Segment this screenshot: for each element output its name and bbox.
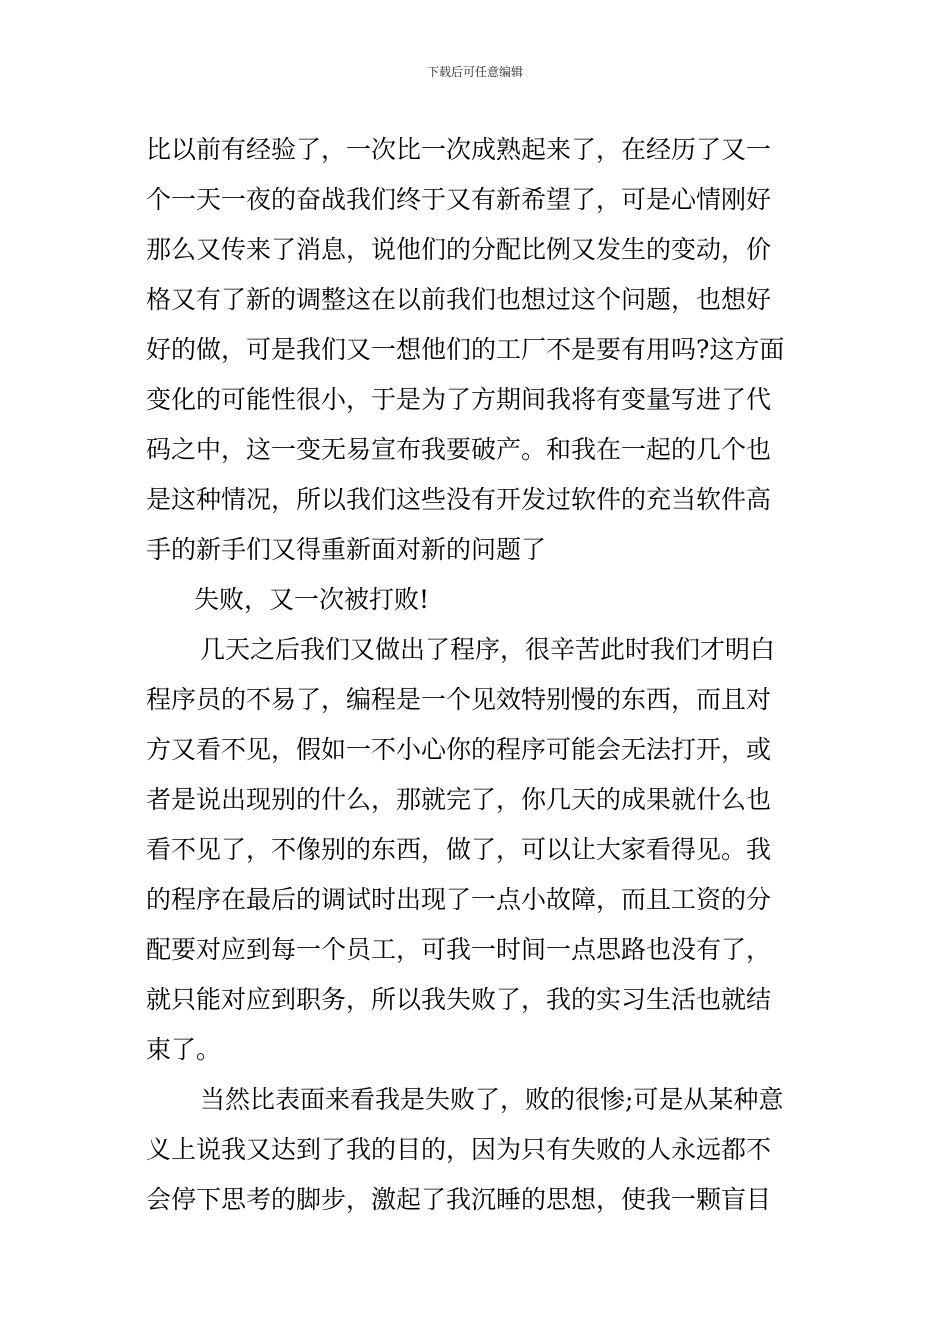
document-body [146, 125, 806, 1225]
text-line: 束了。 [146, 1035, 222, 1064]
text-line: 那么又传来了消息，说他们的分配比例又发生的变动，价 [146, 235, 772, 264]
text-line: 方又看不见，假如一不小心你的程序可能会无法打开，或 [146, 735, 772, 764]
text-line: 手的新手们又得重新面对新的问题了 [146, 535, 547, 564]
paragraph-first-line: 当然比表面来看我是失败了，败的很惨;可是从某种意 [200, 1085, 784, 1114]
text-line: 比以前有经验了，一次比一次成熟起来了，在经历了又一 [146, 135, 772, 164]
paragraph-first-line: 几天之后我们又做出了程序，很辛苦此时我们才明白 [200, 635, 776, 664]
text-line: 就只能对应到职务，所以我失败了，我的实习生活也就结 [146, 985, 772, 1014]
text-line: 程序员的不易了，编程是一个见效特别慢的东西，而且对 [146, 685, 772, 714]
text-line: 是这种情况，所以我们这些没有开发过软件的充当软件高 [146, 485, 772, 514]
text-line: 格又有了新的调整这在以前我们也想过这个问题，也想好 [146, 285, 772, 314]
text-line: 好的做，可是我们又一想他们的工厂不是要有用吗?这方面 [146, 335, 785, 364]
text-line: 看不见了，不像别的东西，做了，可以让大家看得见。我 [146, 835, 772, 864]
text-line: 个一天一夜的奋战我们终于又有新希望了，可是心情刚好 [146, 185, 772, 214]
text-line: 变化的可能性很小，于是为了方期间我将有变量写进了代 [146, 385, 772, 414]
page-header: 下载后可任意编辑 [426, 65, 523, 79]
text-line: 者是说出现别的什么，那就完了，你几天的成果就什么也 [146, 785, 772, 814]
text-line: 的程序在最后的调试时出现了一点小故障，而且工资的分 [146, 885, 772, 914]
paragraph-heading: 失败，又一次被打败! [194, 585, 430, 614]
text-line: 码之中，这一变无易宣布我要破产。和我在一起的几个也 [146, 435, 772, 464]
text-line: 会停下思考的脚步，激起了我沉睡的思想，使我一颗盲目 [146, 1185, 772, 1214]
text-line: 义上说我又达到了我的目的，因为只有失败的人永远都不 [146, 1135, 772, 1164]
text-line: 配要对应到每一个员工，可我一时间一点思路也没有了， [146, 935, 772, 964]
